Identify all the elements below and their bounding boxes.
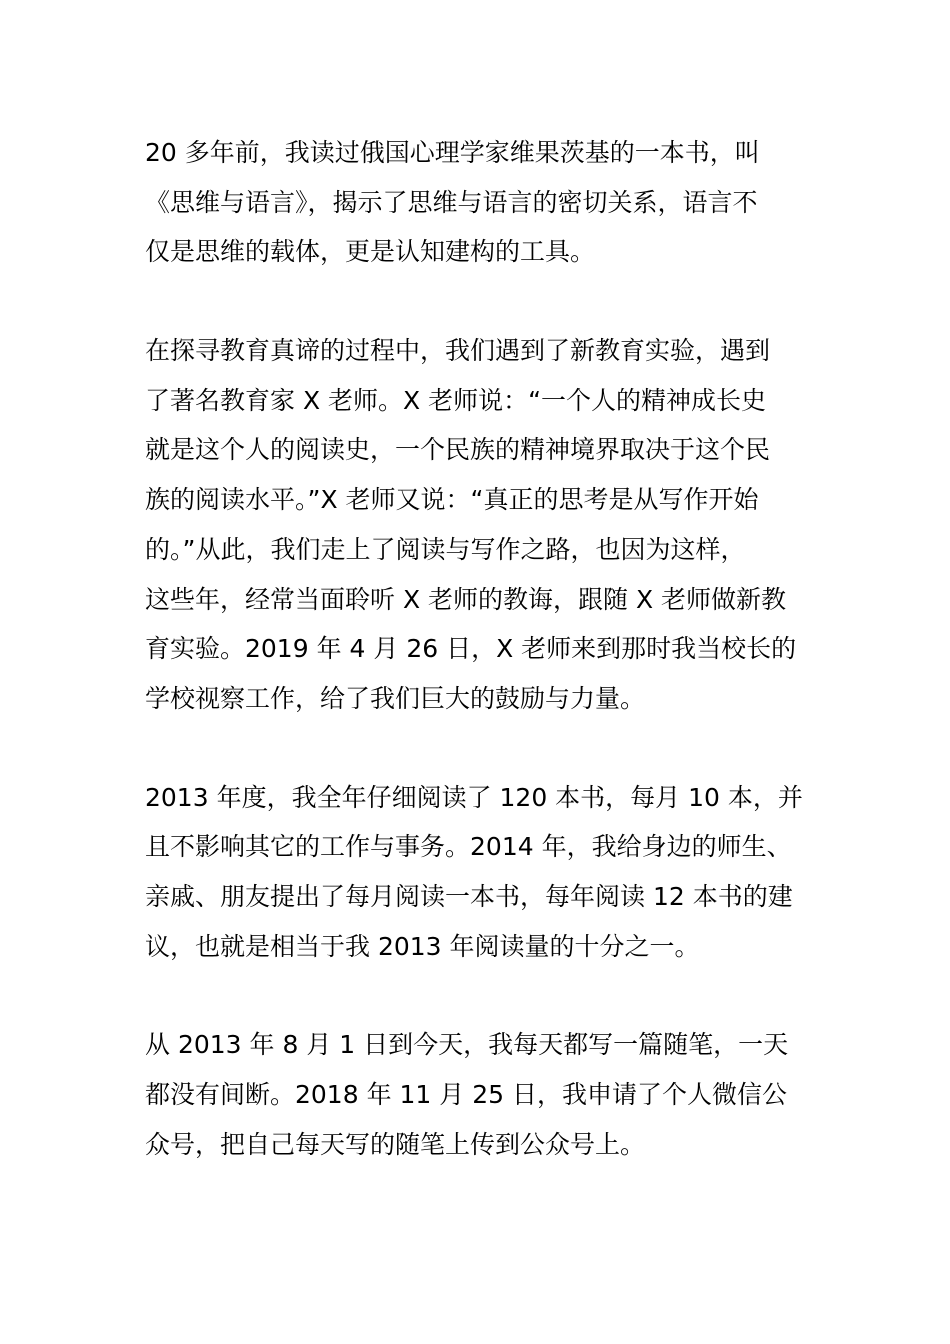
text-line: 学校视察工作，给了我们巨大的鼓励与力量。 <box>145 683 646 713</box>
text-line: 仅是思维的载体，更是认知建构的工具。 <box>145 237 596 267</box>
paragraph-3 <box>145 773 810 972</box>
text-line: 这些年，经常当面聆听 X 老师的教诲，跟随 X 老师做新教 <box>145 584 787 614</box>
text-line: 了著名教育家 X 老师。X 老师说：“一个人的精神成长史 <box>145 385 767 415</box>
text-line: 众号，把自己每天写的随笔上传到公众号上。 <box>145 1129 646 1159</box>
text-line: 就是这个人的阅读史，一个民族的精神境界取决于这个民 <box>145 435 771 465</box>
text-line: 从 2013 年 8 月 1 日到今天，我每天都写一篇随笔，一天 <box>145 1030 789 1060</box>
text-line: 20 多年前，我读过俄国心理学家维果茨基的一本书，叫 <box>145 138 760 167</box>
text-line: 议，也就是相当于我 2013 年阅读量的十分之一。 <box>145 931 700 961</box>
text-line: 《思维与语言》，揭示了思维与语言的密切关系，语言不 <box>145 187 758 217</box>
text-line: 2013 年度，我全年仔细阅读了 120 本书，每月 10 本，并 <box>145 782 803 812</box>
text-line: 亲戚、朋友提出了每月阅读一本书，每年阅读 12 本书的建 <box>145 881 793 911</box>
paragraph-1 <box>145 128 810 277</box>
text-line: 在探寻教育真谛的过程中，我们遇到了新教育实验，遇到 <box>145 336 771 366</box>
text-line: 族的阅读水平。”X 老师又说：“真正的思考是从写作开始 <box>145 485 759 515</box>
text-line: 且不影响其它的工作与事务。2014 年，我给身边的师生、 <box>145 832 792 862</box>
text-line: 的。”从此，我们走上了阅读与写作之路，也因为这样， <box>145 534 746 564</box>
paragraph-2 <box>145 326 810 724</box>
document-body <box>145 128 810 1218</box>
text-line: 都没有间断。2018 年 11 月 25 日，我申请了个人微信公 <box>145 1080 787 1109</box>
paragraph-4 <box>145 1020 810 1169</box>
text-line: 育实验。2019 年 4 月 26 日，X 老师来到那时我当校长的 <box>145 634 797 664</box>
